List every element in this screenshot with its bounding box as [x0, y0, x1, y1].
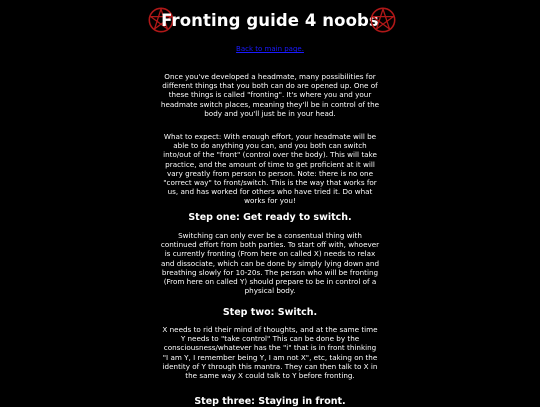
back-to-main-link[interactable]: Back to main page.: [236, 45, 304, 53]
page-header: [0, 0, 540, 44]
intro-paragraph: Once you've developed a headmate, many possibilities for different things that you both can do are opened up. One of these things is called "fronting". It's where you and your headmate switch places, meaning they'll be in control of the body and you'll just be in your head.: [160, 72, 380, 118]
step-two-paragraph: X needs to rid their mind of thoughts, and at the same time Y needs to "take control" This can be done by the consciousness/whatever has the "i" that is in front thinking "I am Y, I remember being Y, I am not X", etc, taking on the identity of Y through this mantra. They can then talk to X in the same way X could talk to Y before fronting.: [162, 325, 378, 381]
step-one-heading: Step one: Get ready to switch.: [188, 212, 352, 223]
step-two-heading: Step two: Switch.: [222, 307, 318, 318]
expectations-paragraph: What to expect: With enough effort, your headmate will be able to do anything you can, and you both can switch into/out of the "front" (control over the body). This will take practice, and the amount of time to get proficient at it will vary greatly from person to person. Note: there is no one "correct way" to front/switch. This is the way that works for us, and has worked for others who have tried it. Do what works for you!: [163, 132, 377, 206]
page-title: Fronting guide 4 noobs: [161, 11, 379, 30]
step-one-paragraph: Switching can only ever be a consentual thing with continued effort from both parties. To start off with, whoever is currently fronting (From here on called X) needs to relax and dissociate, which can be done by simply lying down and breathing slowly for 10-20s. The person who will be fronting (From here on called Y) should prepare to be in control of a physical body.: [160, 231, 380, 296]
pentagram-icon: [370, 7, 396, 33]
step-three-heading: Step three: Staying in front.: [194, 396, 346, 407]
